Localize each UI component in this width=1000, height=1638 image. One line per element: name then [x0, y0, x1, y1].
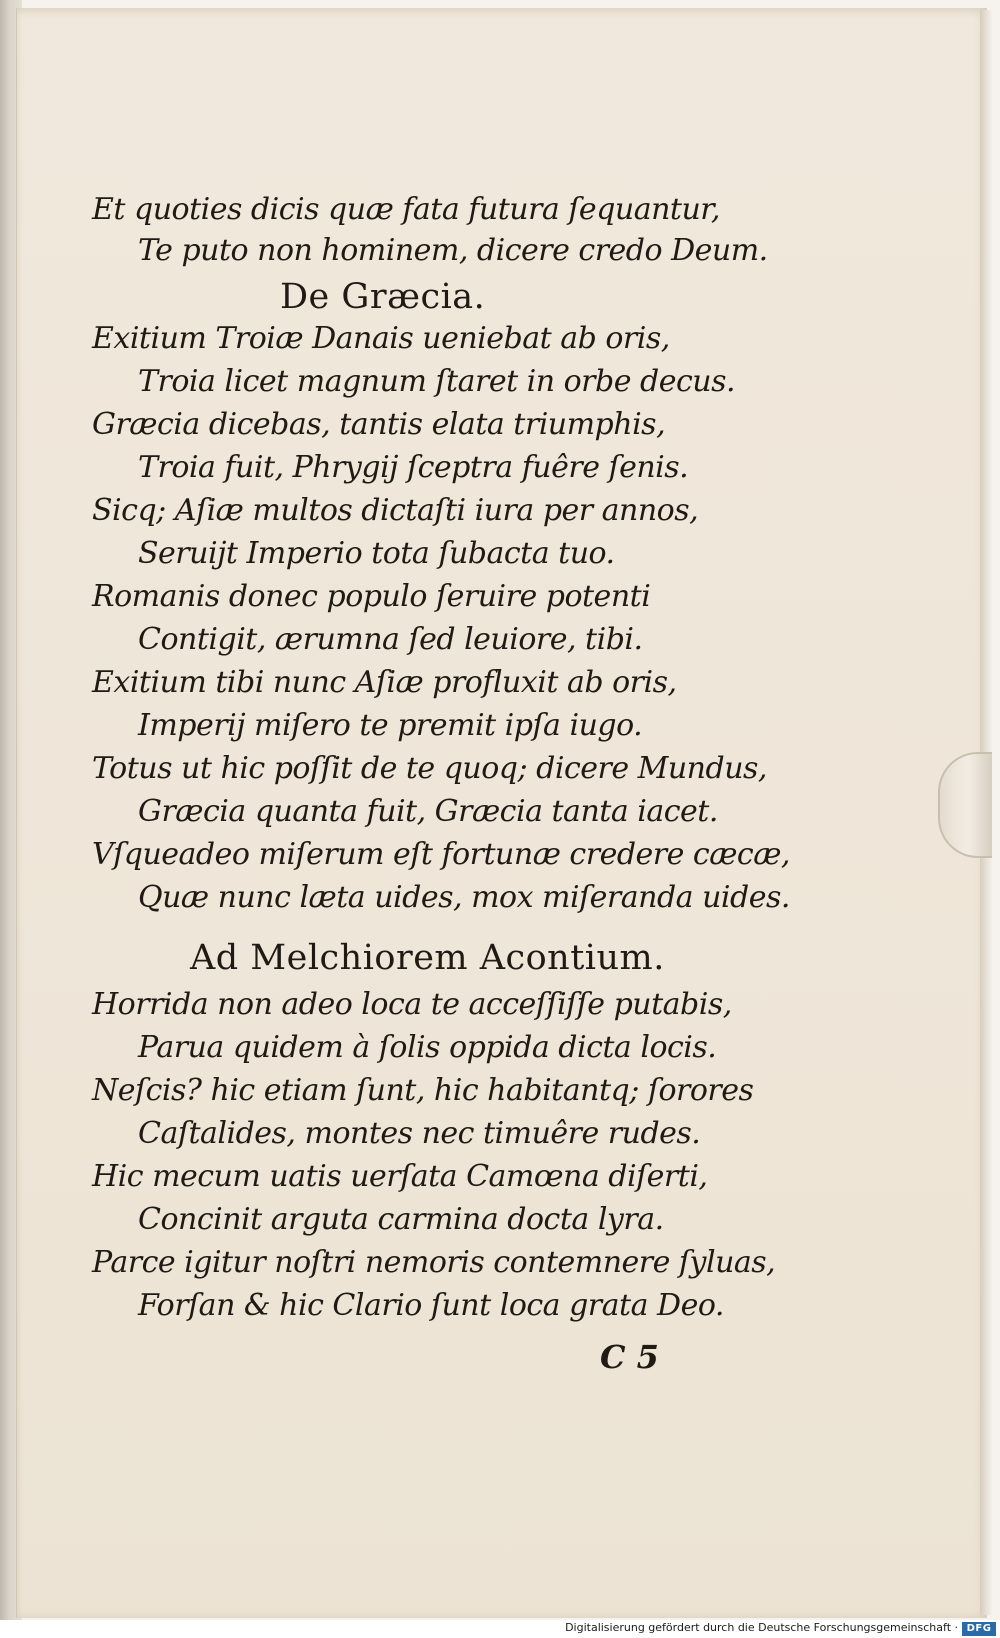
- poem-line: Exitium Troiæ Danais ueniebat ab oris,: [92, 321, 670, 356]
- poem-line: Troia fuit, Phrygij ſceptra fuêre ſenis.: [138, 450, 689, 485]
- signature-mark: C 5: [600, 1338, 659, 1376]
- poem-line: Græcia dicebas, tantis elata triumphis,: [92, 407, 666, 442]
- poem-line: Parce igitur noſtri nemoris contemnere ſyluas,: [92, 1245, 776, 1280]
- poem-line: Sicq; Aſiæ multos dictaſti iura per annos,: [92, 493, 699, 528]
- section-heading: Ad Melchiorem Acontium.: [190, 938, 665, 978]
- clip-tab: [938, 752, 992, 858]
- poem-line: Contigit, ærumna ſed leuiore, tibi.: [138, 622, 643, 657]
- poem-line: Quæ nunc læta uides, mox miſeranda uides.: [138, 880, 790, 915]
- poem-line: Hic mecum uatis uerſata Camœna diſerti,: [92, 1159, 708, 1194]
- poem-line: Forſan & hic Clario ſunt loca grata Deo.: [138, 1288, 724, 1323]
- poem-line: Vſqueadeo miſerum eſt fortunæ credere cæcæ,: [92, 837, 790, 872]
- poem-line: Totus ut hic poſſit de te quoq; dicere Mundus,: [92, 751, 767, 786]
- poem-line: Horrida non adeo loca te acceſſiſſe putabis,: [92, 987, 732, 1022]
- section-heading: De Græcia.: [280, 277, 486, 317]
- poem-line: Græcia quanta fuit, Græcia tanta iacet.: [138, 794, 718, 829]
- poem-line: Seruijt Imperio tota ſubacta tuo.: [138, 536, 615, 571]
- poem-line: Neſcis? hic etiam ſunt, hic habitantq; ſorores: [92, 1073, 754, 1108]
- dfg-logo-icon: DFG: [962, 1622, 996, 1636]
- poem-line: Exitium tibi nunc Aſiæ profluxit ab oris,: [92, 665, 677, 700]
- poem-line: Et quoties dicis quæ fata futura ſequantur,: [92, 192, 720, 227]
- poem-line: Imperij miſero te premit ipſa iugo.: [138, 708, 643, 743]
- poem-line: Romanis donec populo ſeruire potenti: [92, 579, 651, 614]
- poem-line: Troia licet magnum ſtaret in orbe decus.: [138, 364, 736, 399]
- poem-line: Te puto non hominem, dicere credo Deum.: [138, 233, 768, 268]
- poem-line: Caſtalides, montes nec timuêre rudes.: [138, 1116, 701, 1151]
- footer-credit: Digitalisierung gefördert durch die Deutsche Forschungsgemeinschaft ·: [565, 1621, 958, 1634]
- poem-line: Concinit arguta carmina docta lyra.: [138, 1202, 664, 1237]
- poem-line: Parua quidem à ſolis oppida dicta locis.: [138, 1030, 717, 1065]
